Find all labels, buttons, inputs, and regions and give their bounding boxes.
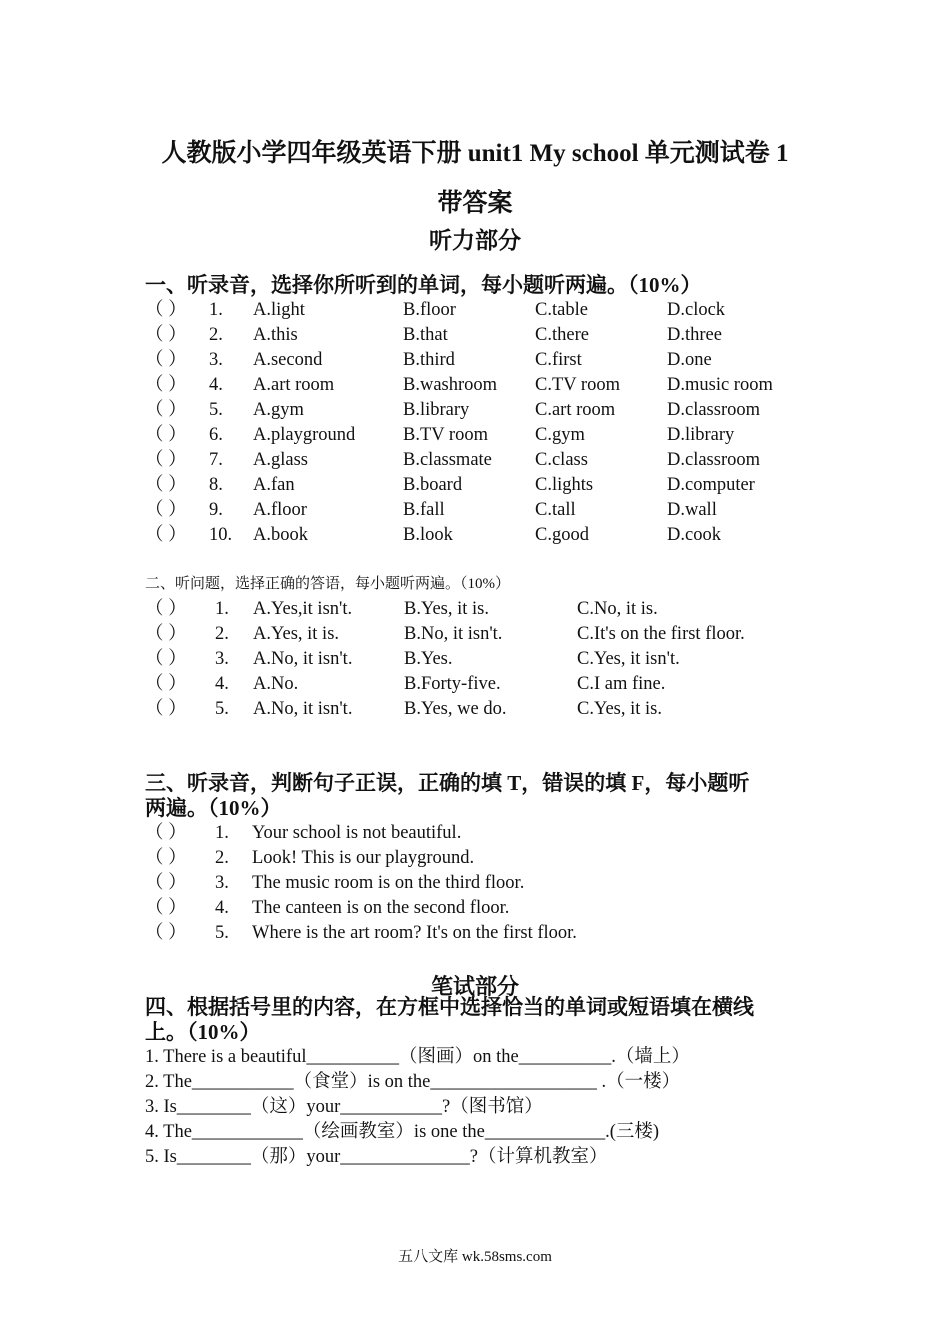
option-a: A.fan xyxy=(253,475,295,495)
option-b: B.floor xyxy=(403,300,456,320)
option-b: B.library xyxy=(403,400,470,420)
item-number: 6. xyxy=(209,425,223,445)
answer-bracket: （ ） xyxy=(145,823,187,843)
list-item xyxy=(145,921,825,946)
option-c: C.tall xyxy=(535,500,576,520)
answer-bracket: （ ） xyxy=(145,300,187,320)
written-part-title: 笔试部分 xyxy=(430,974,519,999)
answer-bracket: （ ） xyxy=(145,475,187,495)
option-b: B.Forty-five. xyxy=(404,674,501,694)
answer-bracket: （ ） xyxy=(145,325,187,345)
option-b: B.classmate xyxy=(403,450,492,470)
item-number: 4. xyxy=(209,375,223,395)
item-number: 9. xyxy=(209,500,223,520)
option-a: A.gym xyxy=(253,400,304,420)
option-d: D.cook xyxy=(667,525,721,545)
option-b: B.third xyxy=(403,350,455,370)
answer-bracket: （ ） xyxy=(145,674,187,694)
table-row xyxy=(145,373,825,398)
table-row xyxy=(145,473,825,498)
answer-bracket: （ ） xyxy=(145,350,187,370)
statement-text: Where is the art room? It's on the first floor. xyxy=(252,923,577,943)
item-number: 3. xyxy=(209,350,223,370)
option-a: A.second xyxy=(253,350,323,370)
table-row xyxy=(145,448,825,473)
option-d: D.computer xyxy=(667,475,755,495)
answer-bracket: （ ） xyxy=(145,450,187,470)
fill-in-line: 1. There is a beautiful__________（图画）on the__________.（墙上） xyxy=(145,1047,690,1067)
answer-bracket: （ ） xyxy=(145,500,187,520)
option-a: A.playground xyxy=(253,425,356,445)
item-number: 7. xyxy=(209,450,223,470)
item-number: 4. xyxy=(215,674,229,694)
option-c: C.art room xyxy=(535,400,616,420)
answer-bracket: （ ） xyxy=(145,898,187,918)
option-c: C.gym xyxy=(535,425,585,445)
option-b: B.look xyxy=(403,525,453,545)
option-b: B.Yes. xyxy=(404,649,453,669)
table-row xyxy=(145,672,825,697)
section2-heading: 二、听问题，选择正确的答语，每小题听两遍。（10%） xyxy=(145,576,510,592)
option-c: C.first xyxy=(535,350,582,370)
table-row xyxy=(145,323,825,348)
option-d: D.classroom xyxy=(667,400,760,420)
item-number: 5. xyxy=(209,400,223,420)
option-d: D.clock xyxy=(667,300,726,320)
answer-bracket: （ ） xyxy=(145,525,187,545)
option-a: A.No, it isn't. xyxy=(253,699,353,719)
item-number: 2. xyxy=(215,624,229,644)
option-d: D.three xyxy=(667,325,722,345)
table-row xyxy=(145,398,825,423)
option-b: B.No, it isn't. xyxy=(404,624,503,644)
option-a: A.Yes,it isn't. xyxy=(253,599,353,619)
option-b: B.TV room xyxy=(403,425,488,445)
item-number: 5. xyxy=(215,699,229,719)
option-c: C.table xyxy=(535,300,588,320)
option-b: B.Yes, it is. xyxy=(404,599,490,619)
table-row xyxy=(145,697,825,722)
option-a: A.floor xyxy=(253,500,307,520)
section3-heading-line1: 三、听录音，判断句子正误，正确的填 T，错误的填 F，每小题听 xyxy=(145,771,750,795)
section3-heading-line2: 两遍。（10%） xyxy=(145,796,282,820)
fill-in-line: 4. The____________（绘画教室）is one the_____________.(三楼) xyxy=(145,1122,660,1142)
answer-bracket: （ ） xyxy=(145,624,187,644)
table-row xyxy=(145,523,825,548)
section1-heading: 一、听录音，选择你所听到的单词，每小题听两遍。（10%） xyxy=(145,273,702,297)
option-a: A.No, it isn't. xyxy=(253,649,353,669)
option-c: C.I am fine. xyxy=(577,674,666,694)
option-c: C.there xyxy=(535,325,589,345)
item-number: 1. xyxy=(215,823,229,843)
item-number: 8. xyxy=(209,475,223,495)
answer-bracket: （ ） xyxy=(145,599,187,619)
option-a: A.glass xyxy=(253,450,308,470)
table-row xyxy=(145,298,825,323)
statement-text: The canteen is on the second floor. xyxy=(252,898,510,918)
list-item xyxy=(145,846,825,871)
option-a: A.art room xyxy=(253,375,335,395)
table-row xyxy=(145,498,825,523)
option-d: D.one xyxy=(667,350,712,370)
section4-heading-line1: 四、根据括号里的内容，在方框中选择恰当的单词或短语填在横线 xyxy=(145,995,754,1019)
option-b: B.that xyxy=(403,325,448,345)
answer-bracket: （ ） xyxy=(145,699,187,719)
fill-in-line: 2. The___________（食堂）is on the__________________ .（一楼） xyxy=(145,1072,681,1092)
option-d: D.classroom xyxy=(667,450,760,470)
answer-bracket: （ ） xyxy=(145,425,187,445)
table-row xyxy=(145,622,825,647)
option-b: B.Yes, we do. xyxy=(404,699,507,719)
option-c: C.lights xyxy=(535,475,594,495)
option-c: C.No, it is. xyxy=(577,599,658,619)
option-c: C.It's on the first floor. xyxy=(577,624,745,644)
option-d: D.library xyxy=(667,425,735,445)
answer-bracket: （ ） xyxy=(145,649,187,669)
item-number: 1. xyxy=(215,599,229,619)
item-number: 5. xyxy=(215,923,229,943)
list-item xyxy=(145,896,825,921)
option-b: B.fall xyxy=(403,500,445,520)
fill-in-line: 5. Is________（那）your______________?（计算机教室） xyxy=(145,1147,608,1167)
option-a: A.Yes, it is. xyxy=(253,624,340,644)
table-row xyxy=(145,647,825,672)
item-number: 4. xyxy=(215,898,229,918)
option-a: A.this xyxy=(253,325,298,345)
table-row xyxy=(145,597,825,622)
option-d: D.music room xyxy=(667,375,773,395)
statement-text: The music room is on the third floor. xyxy=(252,873,525,893)
option-c: C.good xyxy=(535,525,589,545)
option-c: C.TV room xyxy=(535,375,620,395)
option-a: A.light xyxy=(253,300,305,320)
table-row xyxy=(145,423,825,448)
item-number: 1. xyxy=(209,300,223,320)
option-b: B.washroom xyxy=(403,375,498,395)
item-number: 3. xyxy=(215,873,229,893)
footer-watermark: 五八文库 wk.58sms.com xyxy=(398,1249,552,1265)
option-a: A.book xyxy=(253,525,308,545)
option-c: C.Yes, it is. xyxy=(577,699,663,719)
fill-in-line: 3. Is________（这）your___________?（图书馆） xyxy=(145,1097,543,1117)
item-number: 2. xyxy=(215,848,229,868)
item-number: 3. xyxy=(215,649,229,669)
document-title: 人教版小学四年级英语下册 unit1 My school 单元测试卷 1 xyxy=(161,140,789,167)
table-row xyxy=(145,348,825,373)
answer-bracket: （ ） xyxy=(145,848,187,868)
section4-heading-line2: 上。（10%） xyxy=(145,1020,261,1044)
option-a: A.No. xyxy=(253,674,299,694)
option-c: C.Yes, it isn't. xyxy=(577,649,680,669)
option-c: C.class xyxy=(535,450,588,470)
statement-text: Look! This is our playground. xyxy=(252,848,475,868)
answer-bracket: （ ） xyxy=(145,375,187,395)
option-b: B.board xyxy=(403,475,463,495)
listening-part-title: 听力部分 xyxy=(429,228,521,253)
item-number: 10. xyxy=(209,525,233,545)
statement-text: Your school is not beautiful. xyxy=(252,823,462,843)
answer-bracket: （ ） xyxy=(145,923,187,943)
item-number: 2. xyxy=(209,325,223,345)
option-d: D.wall xyxy=(667,500,717,520)
answer-bracket: （ ） xyxy=(145,400,187,420)
list-item xyxy=(145,821,825,846)
answer-bracket: （ ） xyxy=(145,873,187,893)
list-item xyxy=(145,871,825,896)
document-subtitle: 带答案 xyxy=(437,190,513,217)
